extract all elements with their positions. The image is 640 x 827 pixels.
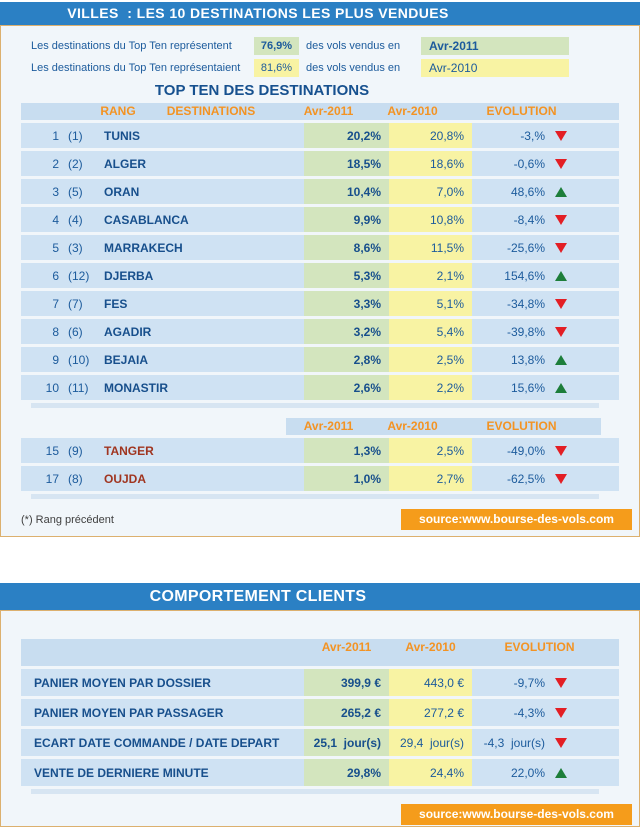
intro-suffix: des vols vendus en — [306, 62, 401, 74]
avr-2011-value: 1,3% — [304, 438, 389, 463]
destination-row — [21, 466, 619, 491]
evolution-cell — [472, 207, 619, 232]
avr-2010-value: 18,6% — [389, 151, 472, 176]
evolution-value: -25,6% — [506, 240, 545, 255]
intro-label: Les destinations du Top Ten représentent — [31, 40, 232, 52]
source-link[interactable]: source:www.bourse-des-vols.com — [401, 509, 632, 530]
period-chip-2010: Avr-2010 — [421, 59, 569, 77]
previous-rank: (5) — [68, 184, 83, 199]
trend-down-icon — [555, 327, 567, 337]
evolution-column-header: EVOLUTION — [486, 104, 557, 118]
destination-row — [21, 235, 619, 260]
previous-rank: (7) — [68, 296, 83, 311]
villes-panel-footer — [1, 509, 639, 530]
destination-row — [21, 123, 619, 148]
evolution-value: 154,6% — [504, 268, 545, 283]
avr-2010-value: 2,7% — [389, 466, 472, 491]
rank: 10 — [45, 380, 59, 395]
evolution-value: -3,% — [520, 128, 545, 143]
avr-2011-column-header: Avr-2011 — [303, 104, 354, 118]
previous-rank: (12) — [68, 268, 90, 283]
evolution-cell — [472, 669, 619, 696]
evolution-cell — [472, 729, 619, 756]
row-separator-strip — [31, 789, 599, 794]
avr-2010-value: 5,4% — [389, 319, 472, 344]
avr-2010-value: 2,1% — [389, 263, 472, 288]
intro-label: Les destinations du Top Ten représentaient — [31, 62, 241, 74]
top-ten-header — [21, 103, 619, 120]
avr-2011-value: 25,1 jour(s) — [304, 729, 389, 756]
previous-rank: (6) — [68, 324, 83, 339]
comportement-panel — [0, 583, 640, 827]
avr-2010-value: 277,2 € — [389, 699, 472, 726]
row-separator-strip — [31, 494, 599, 499]
destination-name: BEJAIA — [104, 352, 149, 367]
rank-column-header: RANG — [100, 104, 136, 118]
metric-name: VENTE DE DERNIERE MINUTE — [34, 765, 209, 780]
destination-row — [21, 151, 619, 176]
avr-2011-value: 2,8% — [304, 347, 389, 372]
trend-down-icon — [555, 299, 567, 309]
avr-2010-value: 7,0% — [389, 179, 472, 204]
avr-2010-value: 2,2% — [389, 375, 472, 400]
previous-rank: (2) — [68, 156, 83, 171]
top-ten-share-2011: 76,9% — [254, 37, 299, 55]
avr-2011-value: 3,3% — [304, 291, 389, 316]
avr-2010-value: 2,5% — [389, 347, 472, 372]
rank: 3 — [52, 184, 59, 199]
destination-name: ALGER — [104, 156, 146, 171]
trend-down-icon — [555, 708, 567, 718]
avr-2010-value: 10,8% — [389, 207, 472, 232]
evolution-value: -4,3 jour(s) — [483, 735, 545, 750]
source-link[interactable]: source:www.bourse-des-vols.com — [401, 804, 632, 825]
trend-down-icon — [555, 243, 567, 253]
rank: 5 — [52, 240, 59, 255]
rank-footnote: (*) Rang précédent — [21, 513, 114, 526]
evolution-value: 13,8% — [510, 352, 545, 367]
intro-line-2010 — [1, 58, 639, 80]
metric-row — [21, 759, 619, 786]
previous-rank: (10) — [68, 352, 90, 367]
evolution-value: -62,5% — [506, 471, 545, 486]
evolution-cell — [472, 123, 619, 148]
destination-name: TUNIS — [104, 128, 140, 143]
evolution-value: -39,8% — [506, 324, 545, 339]
avr-2011-value: 399,9 € — [304, 669, 389, 696]
destination-name: TANGER — [104, 443, 154, 458]
previous-rank: (9) — [68, 443, 83, 458]
destination-row — [21, 291, 619, 316]
intro-lines — [1, 36, 639, 80]
metric-row — [21, 669, 619, 696]
evolution-cell — [472, 347, 619, 372]
rank: 6 — [52, 268, 59, 283]
evolution-value: 15,6% — [510, 380, 545, 395]
top-ten-table — [21, 103, 619, 400]
rank: 9 — [52, 352, 59, 367]
trend-down-icon — [555, 738, 567, 748]
intro-suffix: des vols vendus en — [306, 40, 401, 52]
destinations-column-header: DESTINATIONS — [166, 104, 256, 118]
avr-2011-column-header: Avr-2011 — [321, 640, 372, 654]
clients-header — [21, 639, 619, 666]
destination-name: OUJDA — [104, 471, 147, 486]
rank: 7 — [52, 296, 59, 311]
evolution-value: -0,6% — [513, 156, 545, 171]
spacer — [1, 408, 639, 418]
metric-name: PANIER MOYEN PAR DOSSIER — [34, 675, 211, 690]
comportement-table — [21, 639, 619, 786]
previous-rank: (8) — [68, 471, 83, 486]
blank-column-header — [21, 639, 304, 666]
avr-2011-column-header: Avr-2011 — [286, 418, 371, 435]
villes-panel-body — [0, 26, 640, 537]
evolution-column-header: EVOLUTION — [504, 640, 575, 654]
avr-2011-value: 9,9% — [304, 207, 389, 232]
evolution-cell — [472, 151, 619, 176]
avr-2011-value: 18,5% — [304, 151, 389, 176]
destination-name: FES — [104, 296, 128, 311]
avr-2010-value: 11,5% — [389, 235, 472, 260]
rank: 1 — [52, 128, 59, 143]
avr-2010-value: 29,4 jour(s) — [389, 729, 472, 756]
evolution-cell — [472, 375, 619, 400]
evolution-column-header: EVOLUTION — [454, 418, 601, 435]
period-chip-2011: Avr-2011 — [421, 37, 569, 55]
avr-2011-value: 2,6% — [304, 375, 389, 400]
previous-rank: (1) — [68, 128, 83, 143]
evolution-cell — [472, 319, 619, 344]
evolution-cell — [472, 699, 619, 726]
rank: 17 — [45, 471, 59, 486]
top-ten-share-2010: 81,6% — [254, 59, 299, 77]
previous-rank: (4) — [68, 212, 83, 227]
rank: 15 — [45, 443, 59, 458]
evolution-cell — [472, 235, 619, 260]
avr-2011-value: 265,2 € — [304, 699, 389, 726]
destination-row — [21, 263, 619, 288]
evolution-value: -49,0% — [506, 443, 545, 458]
evolution-value: -8,4% — [513, 212, 545, 227]
top-ten-table-title: TOP TEN DES DESTINATIONS — [154, 82, 370, 99]
trend-up-icon — [555, 187, 567, 197]
avr-2010-value: 443,0 € — [389, 669, 472, 696]
avr-2010-column-header: Avr-2010 — [387, 104, 438, 118]
destination-name: MARRAKECH — [104, 240, 183, 255]
extra-header — [21, 418, 619, 435]
evolution-cell — [472, 466, 619, 491]
evolution-value: -34,8% — [506, 296, 545, 311]
evolution-cell — [472, 291, 619, 316]
avr-2011-value: 8,6% — [304, 235, 389, 260]
avr-2011-value: 10,4% — [304, 179, 389, 204]
destination-row — [21, 375, 619, 400]
evolution-cell — [472, 759, 619, 786]
avr-2010-column-header: Avr-2010 — [371, 418, 454, 435]
trend-down-icon — [555, 215, 567, 225]
avr-2010-column-header: Avr-2010 — [405, 640, 456, 654]
destination-name: DJERBA — [104, 268, 154, 283]
destination-name: MONASTIR — [104, 380, 168, 395]
avr-2010-value: 24,4% — [389, 759, 472, 786]
destination-row — [21, 347, 619, 372]
comportement-footer — [1, 804, 639, 825]
trend-down-icon — [555, 159, 567, 169]
destination-name: ORAN — [104, 184, 140, 199]
panel-gap — [0, 537, 640, 583]
avr-2011-value: 1,0% — [304, 466, 389, 491]
avr-2010-value: 2,5% — [389, 438, 472, 463]
trend-up-icon — [555, 383, 567, 393]
destination-row — [21, 207, 619, 232]
villes-title-bar: VILLES : LES 10 DESTINATIONS LES PLUS VENDUES — [0, 2, 640, 26]
trend-up-icon — [555, 768, 567, 778]
avr-2011-value: 5,3% — [304, 263, 389, 288]
rank: 4 — [52, 212, 59, 227]
extra-destinations-table — [21, 418, 619, 491]
comportement-title-bar: COMPORTEMENT CLIENTS — [0, 583, 640, 611]
evolution-value: -4,3% — [513, 705, 545, 720]
rank: 8 — [52, 324, 59, 339]
avr-2010-value: 5,1% — [389, 291, 472, 316]
destination-row — [21, 319, 619, 344]
evolution-value: 48,6% — [510, 184, 545, 199]
trend-up-icon — [555, 355, 567, 365]
destination-row — [21, 179, 619, 204]
comportement-panel-body — [0, 611, 640, 827]
evolution-cell — [472, 179, 619, 204]
trend-up-icon — [555, 271, 567, 281]
evolution-cell — [472, 263, 619, 288]
destination-name: CASABLANCA — [104, 212, 189, 227]
metric-name: ECART DATE COMMANDE / DATE DEPART — [34, 735, 280, 750]
avr-2011-value: 3,2% — [304, 319, 389, 344]
trend-down-icon — [555, 678, 567, 688]
villes-panel — [0, 2, 640, 537]
previous-rank: (3) — [68, 240, 83, 255]
trend-down-icon — [555, 131, 567, 141]
destination-name: AGADIR — [104, 324, 152, 339]
rank: 2 — [52, 156, 59, 171]
avr-2011-value: 20,2% — [304, 123, 389, 148]
metric-name: PANIER MOYEN PAR PASSAGER — [34, 705, 224, 720]
trend-down-icon — [555, 446, 567, 456]
previous-rank: (11) — [68, 380, 89, 395]
evolution-cell — [472, 438, 619, 463]
trend-down-icon — [555, 474, 567, 484]
metric-row — [21, 699, 619, 726]
evolution-value: -9,7% — [513, 675, 545, 690]
evolution-value: 22,0% — [510, 765, 545, 780]
metric-row — [21, 729, 619, 756]
destination-row — [21, 438, 619, 463]
avr-2011-value: 29,8% — [304, 759, 389, 786]
intro-line-2011 — [1, 36, 639, 58]
avr-2010-value: 20,8% — [389, 123, 472, 148]
